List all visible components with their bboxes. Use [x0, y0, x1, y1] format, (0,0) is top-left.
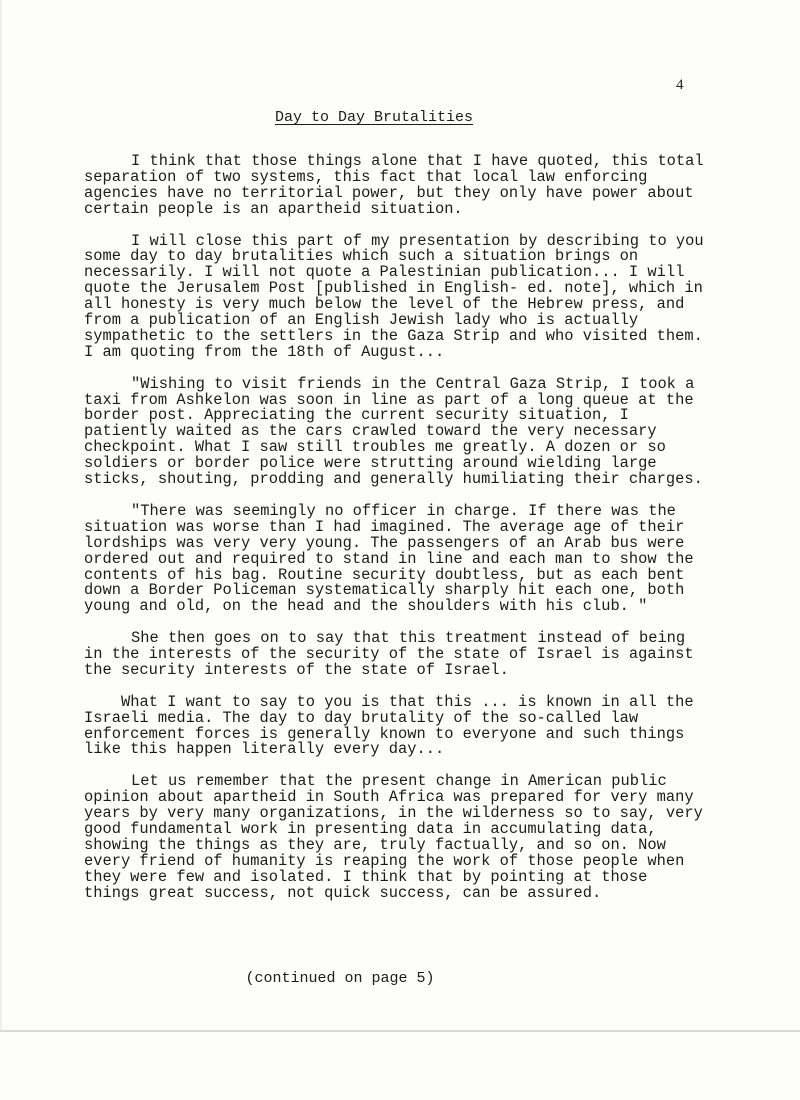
- paragraph-1: I think that those things alone that I have quoted, this total separation of two systems, this fact that local law enforcing agencies have no territorial power, but they only have power about certain people is an apartheid situation.: [84, 152, 704, 218]
- paragraph-2: I will close this part of my presentation by describing to you some day to day brutalities which such a situation brings on necessarily. I will not quote a Palestinian publication... I will quote the Jerusalem Post [published in English- ed. note], which in all honesty is very much below the level of the Hebrew press, and from a publication of an English Jewish lady who is actually sympathetic to the settlers in the Gaza Strip and who visited them. I am quoting from the 18th of August...: [84, 231, 704, 361]
- paragraph-5: She then goes on to say that this treatment instead of being in the interests of the security of the state of Israel is against the security interests of the state of Israel.: [84, 629, 694, 679]
- paragraph-3-quote: "Wishing to visit friends in the Central Gaza Strip, I took a taxi from Ashkelon was soon in line as part of a long queue at the border post. Appreciating the current security situation, I patiently waited as the cars crawled toward the very necessary checkpoint. What I saw still troubles me greatly. A dozen or so soldiers or border police were strutting around wielding large sticks, shouting, prodding and generally humiliating their charges.: [84, 374, 703, 489]
- body-text: [84, 154, 704, 917]
- paragraph-6: What I want to say to you is that this ... is known in all the Israeli media. The day to day brutality of the so-called law enforcement forces is generally known to everyone and such things like this happen literally every day...: [84, 692, 694, 759]
- paragraph-7: Let us remember that the present change in American public opinion about apartheid in South Africa was prepared for very many years by very many organizations, in the wilderness so to say, very good fundamental work in presenting data in accumulating data, showing the things as they are, truly factually, and so on. Now every friend of humanity is reaping the work of those people when they were few and isolated. I think that by pointing at those things great success, not quick success, can be assured.: [84, 772, 703, 902]
- continued-note: (continued on page 5): [245, 970, 435, 987]
- paragraph-4-quote: "There was seemingly no officer in charge. If there was the situation was worse than I had imagined. The average age of their lordships was very very young. The passengers of an Arab bus were ordered out and required to stand in line and each man to show the contents of his bag. Routine security doubtless, but as each bent down a Border Policeman systematically sharply hit each one, both young and old, on the head and the shoulders with his club. ": [84, 501, 694, 616]
- scan-left-edge: [0, 0, 2, 1030]
- page-number: 4: [676, 77, 684, 93]
- section-title: Day to Day Brutalities: [274, 109, 474, 126]
- scan-bottom-edge: [0, 1030, 800, 1032]
